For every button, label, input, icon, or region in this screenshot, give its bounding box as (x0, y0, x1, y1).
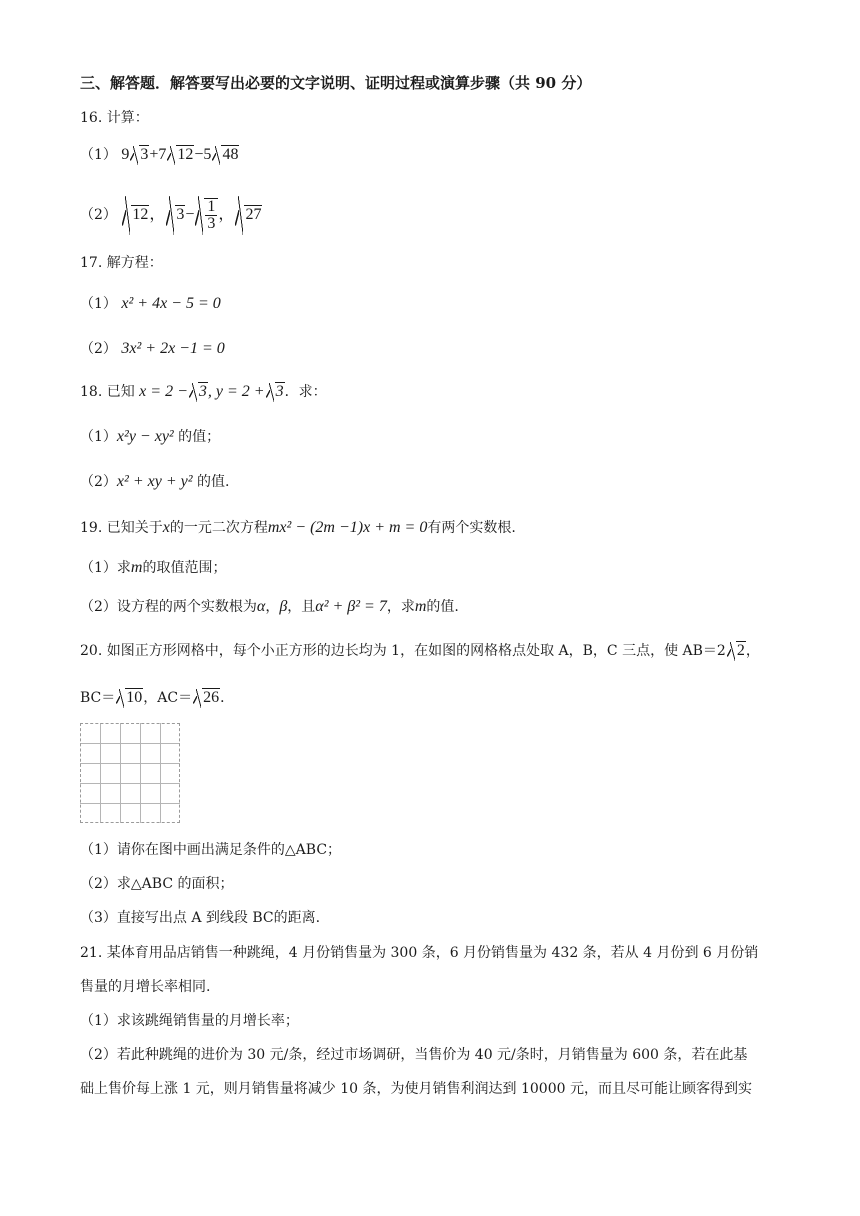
q16-part1-label: （1） (80, 147, 117, 163)
q20-part2: （2）求△ABC 的面积； (80, 876, 234, 892)
q21-part2-line2: 础上售价每上涨 1 元，则月销售量将减少 10 条，为使月销售利润达到 10000 元，而且尽可能让顾客得到实 (80, 1081, 752, 1097)
q19-stem: 19. 已知关于x的一元二次方程mx² − (2m −1)x + m = 0有两个实数根. (80, 519, 516, 536)
q20-part3: （3）直接写出点 A 到线段 BC的距离. (80, 910, 321, 926)
q21-part1: （1）求该跳绳销售量的月增长率； (80, 1013, 299, 1029)
q16-part2 (80, 195, 262, 235)
q21-stem-line1: 21. 某体育用品店销售一种跳绳，4 月份销售量为 300 条，6 月份销售量为 432 条，若从 4 月份到 6 月份销 (80, 945, 759, 961)
q17-part1-label: （1） (80, 296, 117, 312)
q17-stem: 17. 解方程： (80, 255, 163, 271)
q19-part1: （1）求m的取值范围； (80, 559, 227, 576)
square-grid-figure (80, 723, 180, 823)
q17-part2-label: （2） (80, 341, 117, 357)
q17-part1-equation: x² + 4x − 5 = 0 (121, 295, 221, 312)
q16-part1-expression: 9 3+7 12−5 48 (121, 146, 239, 163)
q18-part2: （2）x² + xy + y² 的值. (80, 473, 230, 490)
q18-stem: 18. 已知 x = 2 − 3, y = 2 + 3．求： (80, 383, 327, 400)
q18-part1-expression: x²y − xy² (116, 428, 174, 445)
q19-condition: α² + β² = 7 (315, 598, 387, 615)
q20-stem-line1: 20. 如图正方形网格中，每个小正方形的边长均为 1，在如图的网格格点处取 A，B，C 三点，使 AB＝2 2， (80, 642, 760, 659)
q17-part2 (80, 339, 225, 359)
q20-part1: （1）请你在图中画出满足条件的△ABC； (80, 842, 342, 858)
q20-stem-line2: BC＝ 10，AC＝ 26． (80, 689, 235, 706)
q16-part2-expression: 12， 3− $\frac{1}{3}$ ， 27 (121, 206, 262, 223)
q16-part1 (80, 145, 239, 165)
q16-stem: 16. 计算： (80, 110, 149, 126)
q17-part2-equation: 3x² + 2x −1 = 0 (121, 340, 225, 357)
q21-stem-line2: 售量的月增长率相同. (80, 979, 211, 995)
q18-condition: x = 2 − 3, y = 2 + 3 (139, 383, 284, 400)
q21-part2-line1: （2）若此种跳绳的进价为 30 元/条，经过市场调研，当售价为 40 元/条时，月销售量为 600 条，若在此基 (80, 1047, 748, 1063)
q18-part1: （1）x²y − xy² 的值； (80, 428, 221, 445)
q17-part1 (80, 294, 221, 314)
section-heading: 三、解答题．解答要写出必要的文字说明、证明过程或演算步骤（共 90 分） (80, 74, 592, 92)
q16-part2-label: （2） (80, 207, 117, 223)
q18-part2-expression: x² + xy + y² (116, 473, 193, 490)
q19-part2: （2）设方程的两个实数根为α，β，且α² + β² = 7，求m的值. (80, 598, 459, 615)
q19-equation: mx² − (2m −1)x + m = 0 (267, 519, 428, 536)
